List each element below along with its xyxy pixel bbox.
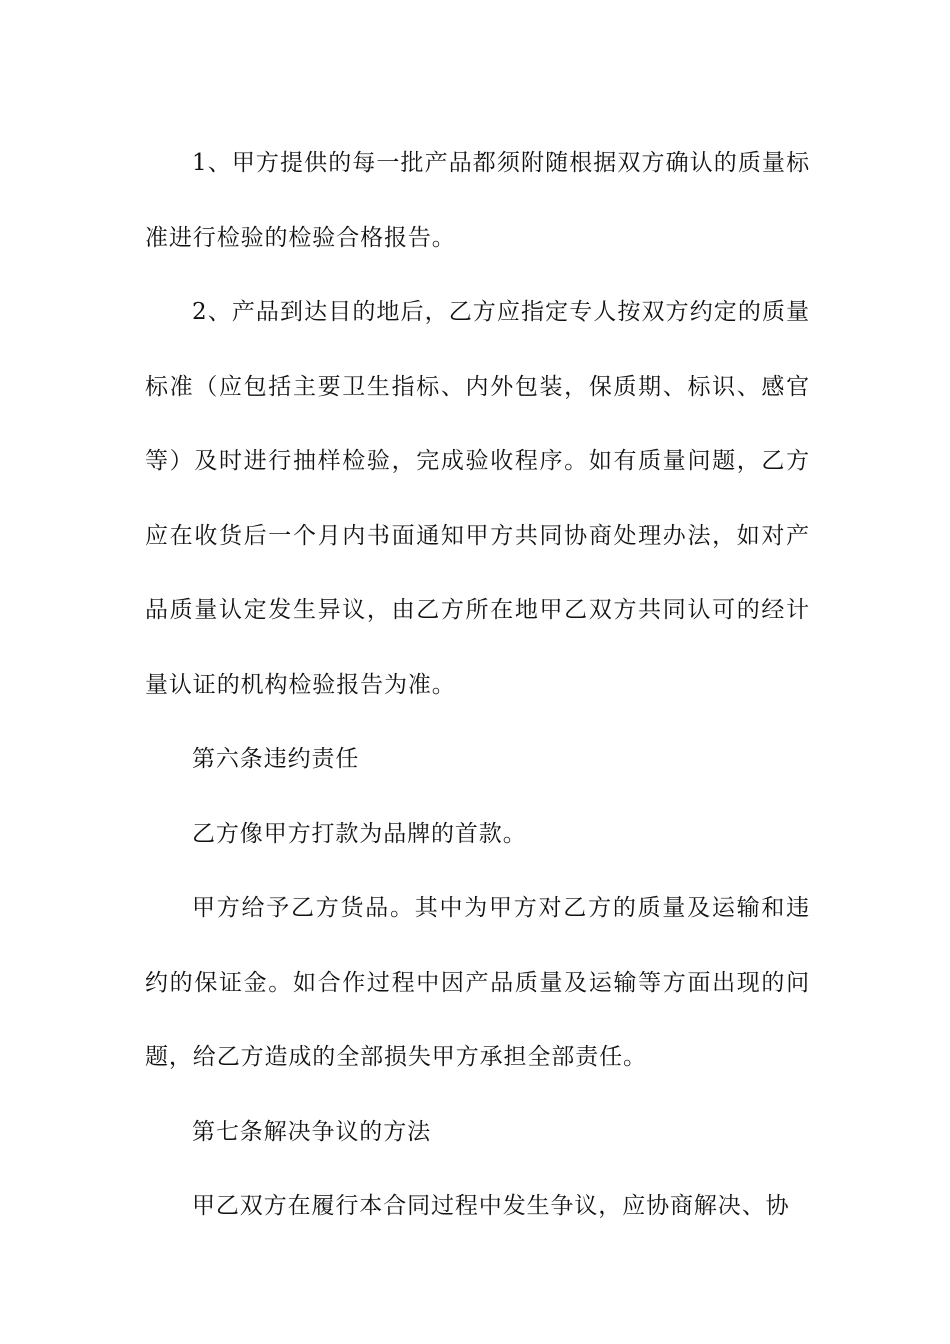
paragraph-first-payment: 乙方像甲方打款为品牌的首款。 [192,820,527,847]
paragraph-dispute-resolution: 甲乙双方在履行本合同过程中发生争议，应协商解决、协 [192,1193,790,1219]
section-heading-article-6: 第六条违约责任 [192,746,360,772]
section-heading-article-7: 第七条解决争议的方法 [192,1118,431,1145]
paragraph-acceptance-inspection: 2、产品到达目的地后，乙方应指定专人按双方约定的质量标准（应包括主要卫生指标、内外包装，保质期、标识、感官等）及时进行抽样检验，完成验收程序。如有质量问题，乙方应在收货后一个月内书面通知甲方共同协商处理办法，如对产品质量认定发生异议，由乙方所在地甲乙双方共同认可的经计量认证的机构检验报告为准。 [145,299,810,698]
paragraph-quality-report: 1、甲方提供的每一批产品都须附随根据双方确认的质量标准进行检验的检验合格报告。 [145,150,810,251]
document-body [145,126,810,1244]
paragraph-deposit-liability: 甲方给予乙方货品。其中为甲方对乙方的质量及运输和违约的保证金。如合作过程中因产品质量及运输等方面出现的问题，给乙方造成的全部损失甲方承担全部责任。 [145,895,810,1070]
